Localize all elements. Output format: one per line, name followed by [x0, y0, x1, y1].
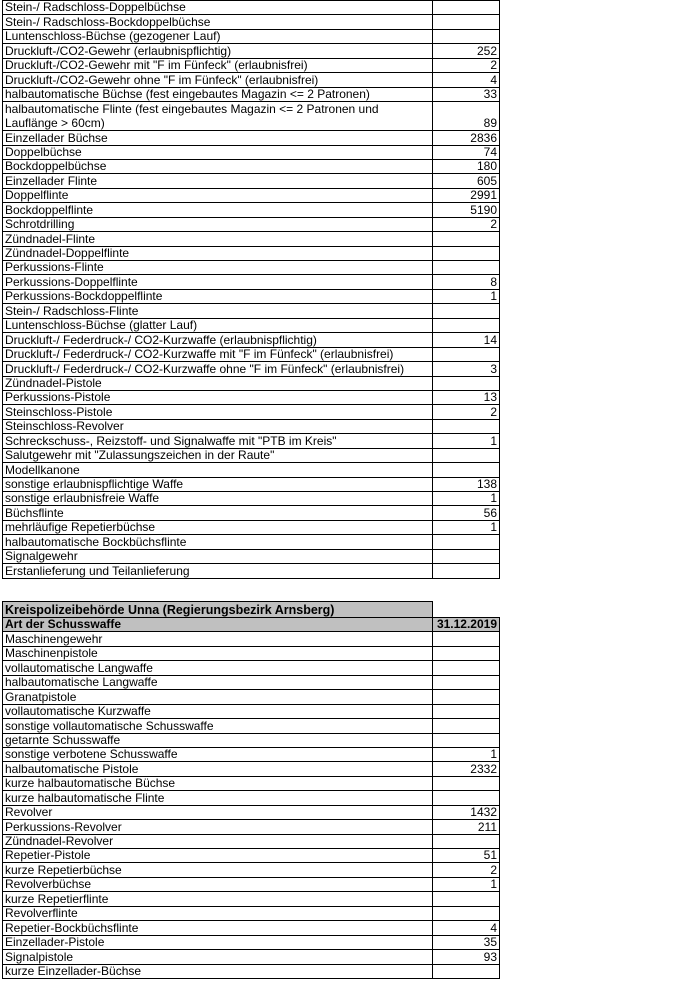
table-row	[3, 863, 500, 877]
count-cell: 2332	[433, 762, 500, 776]
weapon-type-cell: kurze Repetierbüchse	[3, 863, 433, 877]
table-row	[3, 762, 500, 776]
count-cell: 56	[433, 506, 500, 520]
table-row	[3, 44, 500, 58]
weapon-type-cell: Stein-/ Radschloss-Bockdoppelbüchse	[3, 15, 433, 29]
table-row	[3, 776, 500, 790]
count-cell: 1	[433, 747, 500, 761]
count-cell: 1432	[433, 805, 500, 819]
weapon-type-cell: Perkussions-Flinte	[3, 261, 433, 275]
weapon-type-cell: sonstige erlaubnisfreie Waffe	[3, 492, 433, 506]
unna-weapons-table	[2, 601, 500, 979]
weapon-type-cell: halbautomatische Pistole	[3, 762, 433, 776]
count-cell: 1	[433, 520, 500, 534]
count-cell	[433, 549, 500, 563]
table-row	[3, 564, 500, 578]
table-row	[3, 492, 500, 506]
table-row	[3, 87, 500, 101]
weapon-type-cell: Einzellader Büchse	[3, 131, 433, 145]
table-row	[3, 921, 500, 935]
weapon-type-cell: Signalpistole	[3, 950, 433, 964]
table-row	[3, 805, 500, 819]
count-cell	[433, 661, 500, 675]
weapon-type-cell: Einzellader-Pistole	[3, 935, 433, 949]
weapon-type-cell: Zündnadel-Doppelflinte	[3, 246, 433, 260]
table-row	[3, 690, 500, 704]
weapon-type-cell: sonstige verbotene Schusswaffe	[3, 747, 433, 761]
weapon-type-cell: Zündnadel-Revolver	[3, 834, 433, 848]
weapon-type-cell: Druckluft-/ Federdruck-/ CO2-Kurzwaffe mit "F im Fünfeck" (erlaubnisfrei)	[3, 347, 433, 361]
count-cell	[433, 347, 500, 361]
count-cell	[433, 246, 500, 260]
table-row	[3, 892, 500, 906]
count-cell	[433, 632, 500, 646]
weapon-type-cell: halbautomatische Bockbüchsflinte	[3, 535, 433, 549]
count-cell: 2	[433, 58, 500, 72]
table-row	[3, 159, 500, 173]
table-row	[3, 333, 500, 347]
weapon-type-cell: Modellkanone	[3, 463, 433, 477]
weapons-table-body	[3, 1, 500, 579]
weapon-type-cell: vollautomatische Kurzwaffe	[3, 704, 433, 718]
weapon-type-cell: Bockdoppelbüchse	[3, 159, 433, 173]
count-cell: 4	[433, 73, 500, 87]
table-row	[3, 131, 500, 145]
weapon-type-cell: Maschinengewehr	[3, 632, 433, 646]
weapon-type-cell: Bockdoppelflinte	[3, 203, 433, 217]
unna-table-body	[3, 602, 500, 979]
weapon-type-cell: Einzellader Flinte	[3, 174, 433, 188]
weapon-type-cell: Doppelflinte	[3, 188, 433, 202]
weapon-type-cell: sonstige vollautomatische Schusswaffe	[3, 719, 433, 733]
table-row	[3, 376, 500, 390]
weapon-type-cell: Stein-/ Radschloss-Flinte	[3, 304, 433, 318]
weapon-type-cell: Schrotdrilling	[3, 217, 433, 231]
weapon-type-cell: Druckluft-/ Federdruck-/ CO2-Kurzwaffe ohne "F im Fünfeck" (erlaubnisfrei)	[3, 362, 433, 376]
table-row	[3, 1, 500, 15]
table-row	[3, 362, 500, 376]
weapon-type-cell: kurze Einzellader-Büchse	[3, 964, 433, 978]
table-row	[3, 549, 500, 563]
count-cell: 211	[433, 820, 500, 834]
weapon-type-cell: halbautomatische Büchse (fest eingebautes Magazin <= 2 Patronen)	[3, 87, 433, 101]
table-header-row	[3, 618, 500, 632]
table-row	[3, 719, 500, 733]
count-cell: 13	[433, 390, 500, 404]
weapon-type-cell: Doppelbüchse	[3, 145, 433, 159]
weapon-type-cell: Repetier-Bockbüchsflinte	[3, 921, 433, 935]
count-cell	[433, 232, 500, 246]
count-cell: 2	[433, 405, 500, 419]
weapon-type-cell: Perkussions-Revolver	[3, 820, 433, 834]
count-cell	[433, 704, 500, 718]
weapon-type-cell: sonstige erlaubnispflichtige Waffe	[3, 477, 433, 491]
count-cell	[433, 646, 500, 660]
weapon-type-cell: Schreckschuss-, Reizstoff- und Signalwaffe mit "PTB im Kreis"	[3, 434, 433, 448]
table-row	[3, 791, 500, 805]
table-row	[3, 289, 500, 303]
count-cell: 8	[433, 275, 500, 289]
count-cell: 252	[433, 44, 500, 58]
count-cell: 5190	[433, 203, 500, 217]
table-row	[3, 29, 500, 43]
table-row	[3, 463, 500, 477]
table-row	[3, 188, 500, 202]
table-row	[3, 535, 500, 549]
weapon-type-cell: kurze Repetierflinte	[3, 892, 433, 906]
count-cell	[433, 564, 500, 578]
weapon-type-cell: Granatpistole	[3, 690, 433, 704]
weapon-type-cell: Stein-/ Radschloss-Doppelbüchse	[3, 1, 433, 15]
table-row	[3, 477, 500, 491]
count-cell	[433, 791, 500, 805]
table-row	[3, 448, 500, 462]
count-cell: 2	[433, 863, 500, 877]
count-cell	[433, 906, 500, 920]
weapon-type-cell: Revolver	[3, 805, 433, 819]
table-row	[3, 102, 500, 131]
weapon-type-cell: Druckluft-/CO2-Gewehr mit "F im Fünfeck" (erlaubnisfrei)	[3, 58, 433, 72]
weapon-type-cell: Zündnadel-Pistole	[3, 376, 433, 390]
title-spacer	[433, 602, 500, 618]
table-row	[3, 15, 500, 29]
table-row	[3, 834, 500, 848]
weapon-type-cell: Steinschloss-Revolver	[3, 419, 433, 433]
table-row	[3, 203, 500, 217]
date-header: 31.12.2019	[433, 618, 500, 632]
weapon-type-cell: vollautomatische Langwaffe	[3, 661, 433, 675]
count-cell: 1	[433, 492, 500, 506]
weapon-type-cell: Perkussions-Doppelflinte	[3, 275, 433, 289]
count-cell	[433, 376, 500, 390]
weapon-type-cell: kurze halbautomatische Büchse	[3, 776, 433, 790]
table-row	[3, 632, 500, 646]
count-cell	[433, 535, 500, 549]
count-cell: 180	[433, 159, 500, 173]
table-row	[3, 347, 500, 361]
table-row	[3, 246, 500, 260]
weapon-type-cell: Perkussions-Pistole	[3, 390, 433, 404]
weapon-type-header: Art der Schusswaffe	[3, 618, 433, 632]
weapon-type-cell: Zündnadel-Flinte	[3, 232, 433, 246]
table-row	[3, 646, 500, 660]
count-cell: 2836	[433, 131, 500, 145]
table-row	[3, 390, 500, 404]
table-title-row	[3, 602, 500, 618]
count-cell	[433, 675, 500, 689]
table-row	[3, 419, 500, 433]
count-cell: 74	[433, 145, 500, 159]
table-row	[3, 520, 500, 534]
table-row	[3, 232, 500, 246]
weapon-type-cell: kurze halbautomatische Flinte	[3, 791, 433, 805]
count-cell	[433, 690, 500, 704]
count-cell	[433, 29, 500, 43]
weapon-type-cell: Luntenschloss-Büchse (gezogener Lauf)	[3, 29, 433, 43]
weapon-type-cell: Revolverbüchse	[3, 877, 433, 891]
count-cell	[433, 448, 500, 462]
table-row	[3, 217, 500, 231]
count-cell: 89	[433, 102, 500, 131]
weapon-type-cell: Revolverflinte	[3, 906, 433, 920]
table-row	[3, 733, 500, 747]
count-cell: 1	[433, 289, 500, 303]
count-cell	[433, 776, 500, 790]
count-cell	[433, 463, 500, 477]
count-cell: 14	[433, 333, 500, 347]
weapon-type-cell: Repetier-Pistole	[3, 849, 433, 863]
weapon-type-cell: halbautomatische Flinte (fest eingebautes Magazin <= 2 Patronen und Lauflänge > 60cm)	[3, 102, 433, 131]
table-row	[3, 849, 500, 863]
count-cell	[433, 892, 500, 906]
count-cell: 605	[433, 174, 500, 188]
table-row	[3, 820, 500, 834]
table-row	[3, 704, 500, 718]
table-row	[3, 877, 500, 891]
table-row	[3, 675, 500, 689]
weapon-type-cell: Signalgewehr	[3, 549, 433, 563]
weapon-type-cell: Druckluft-/CO2-Gewehr (erlaubnispflichtig)	[3, 44, 433, 58]
count-cell: 2991	[433, 188, 500, 202]
table-row	[3, 145, 500, 159]
table-row	[3, 747, 500, 761]
count-cell	[433, 318, 500, 332]
table-row	[3, 935, 500, 949]
table-row	[3, 506, 500, 520]
table-row	[3, 434, 500, 448]
count-cell: 93	[433, 950, 500, 964]
table-row	[3, 73, 500, 87]
weapon-type-cell: Steinschloss-Pistole	[3, 405, 433, 419]
weapon-type-cell: Luntenschloss-Büchse (glatter Lauf)	[3, 318, 433, 332]
table-row	[3, 261, 500, 275]
count-cell	[433, 719, 500, 733]
count-cell: 1	[433, 434, 500, 448]
table-row	[3, 661, 500, 675]
weapon-type-cell: Büchsflinte	[3, 506, 433, 520]
count-cell	[433, 964, 500, 978]
table-row	[3, 58, 500, 72]
table-row	[3, 405, 500, 419]
weapon-type-cell: Erstanlieferung und Teilanlieferung	[3, 564, 433, 578]
weapon-type-cell: mehrläufige Repetierbüchse	[3, 520, 433, 534]
weapons-table-continued	[2, 0, 500, 579]
weapon-type-cell: halbautomatische Langwaffe	[3, 675, 433, 689]
count-cell	[433, 1, 500, 15]
weapon-type-cell: Salutgewehr mit "Zulassungszeichen in der Raute"	[3, 448, 433, 462]
table-row	[3, 318, 500, 332]
count-cell	[433, 15, 500, 29]
count-cell	[433, 261, 500, 275]
table-row	[3, 275, 500, 289]
table-row	[3, 174, 500, 188]
weapon-type-cell: getarnte Schusswaffe	[3, 733, 433, 747]
count-cell: 1	[433, 877, 500, 891]
table-row	[3, 906, 500, 920]
count-cell	[433, 834, 500, 848]
weapon-type-cell: Druckluft-/ Federdruck-/ CO2-Kurzwaffe (erlaubnispflichtig)	[3, 333, 433, 347]
weapon-type-cell: Maschinenpistole	[3, 646, 433, 660]
count-cell: 2	[433, 217, 500, 231]
table-row	[3, 964, 500, 978]
count-cell: 138	[433, 477, 500, 491]
count-cell: 3	[433, 362, 500, 376]
count-cell: 51	[433, 849, 500, 863]
weapon-type-cell: Perkussions-Bockdoppelflinte	[3, 289, 433, 303]
authority-title: Kreispolizeibehörde Unna (Regierungsbezirk Arnsberg)	[3, 602, 433, 618]
count-cell: 35	[433, 935, 500, 949]
weapon-type-cell: Druckluft-/CO2-Gewehr ohne "F im Fünfeck" (erlaubnisfrei)	[3, 73, 433, 87]
count-cell	[433, 733, 500, 747]
count-cell	[433, 419, 500, 433]
table-row	[3, 304, 500, 318]
table-row	[3, 950, 500, 964]
count-cell: 4	[433, 921, 500, 935]
count-cell: 33	[433, 87, 500, 101]
count-cell	[433, 304, 500, 318]
